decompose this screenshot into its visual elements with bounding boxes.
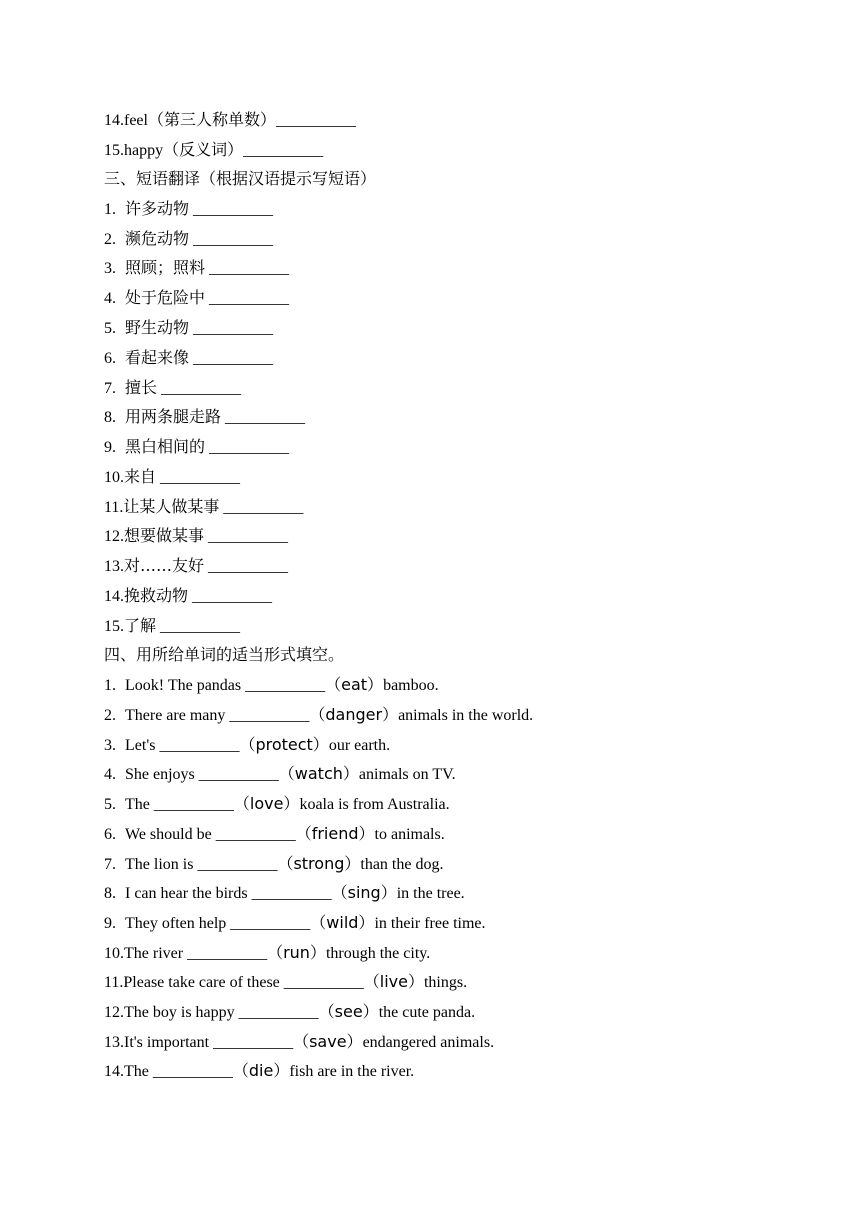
fill-item-14 bbox=[104, 1056, 414, 1086]
phrase-item-5 bbox=[104, 313, 273, 343]
phrase-item-10 bbox=[104, 462, 240, 492]
sentence-start: They often help bbox=[125, 915, 227, 932]
item-text: 让某人做某事 bbox=[123, 497, 220, 516]
answer-blank[interactable]: __________ bbox=[187, 945, 268, 962]
item-word: happy bbox=[124, 142, 164, 159]
answer-blank[interactable]: __________ bbox=[193, 231, 274, 248]
item-number: 13. bbox=[104, 1034, 124, 1051]
item-number: 9. bbox=[104, 439, 116, 456]
sentence-start: Let's bbox=[125, 737, 156, 754]
phrase-item-13 bbox=[104, 551, 288, 581]
answer-blank[interactable]: __________ bbox=[209, 260, 290, 277]
item-number: 2. bbox=[104, 707, 116, 724]
answer-blank[interactable]: __________ bbox=[152, 1063, 233, 1080]
item-number: 3. bbox=[104, 260, 116, 277]
item-number: 4. bbox=[104, 290, 116, 307]
answer-blank[interactable]: __________ bbox=[215, 826, 296, 843]
answer-blank[interactable]: __________ bbox=[276, 112, 356, 129]
answer-blank[interactable]: __________ bbox=[160, 618, 241, 635]
word-hint: （watch） bbox=[278, 764, 359, 783]
phrase-item-6 bbox=[104, 343, 273, 373]
fill-item-13 bbox=[104, 1027, 494, 1057]
word-hint: （run） bbox=[267, 943, 326, 962]
fill-item-6 bbox=[104, 819, 445, 849]
item-number: 6. bbox=[104, 826, 116, 843]
answer-blank[interactable]: __________ bbox=[193, 320, 274, 337]
item-number: 1. bbox=[104, 677, 116, 694]
sentence-start: The river bbox=[124, 945, 184, 962]
word-hint: （sing） bbox=[331, 883, 397, 902]
fill-item-3 bbox=[104, 730, 390, 760]
answer-blank[interactable]: __________ bbox=[229, 707, 310, 724]
answer-blank[interactable]: __________ bbox=[208, 558, 289, 575]
item-text: 野生动物 bbox=[125, 318, 190, 337]
item-number: 12. bbox=[104, 1004, 124, 1021]
item-text: 用两条腿走路 bbox=[125, 407, 222, 426]
word-hint: （save） bbox=[293, 1032, 363, 1051]
sentence-start: The boy is happy bbox=[124, 1004, 235, 1021]
word-hint: （live） bbox=[363, 972, 424, 991]
phrase-item-1 bbox=[104, 194, 273, 224]
word-form-item-15 bbox=[104, 135, 323, 165]
item-word: feel bbox=[124, 112, 148, 129]
phrase-item-3 bbox=[104, 253, 289, 283]
sentence-start: It's important bbox=[124, 1034, 210, 1051]
answer-blank[interactable]: __________ bbox=[243, 142, 324, 159]
sentence-start: Look! The pandas bbox=[125, 677, 242, 694]
item-text: 了解 bbox=[124, 616, 157, 635]
fill-item-11 bbox=[104, 967, 467, 997]
sentence-start: We should be bbox=[125, 826, 212, 843]
item-text: 对……友好 bbox=[124, 556, 205, 575]
item-number: 14. bbox=[104, 588, 124, 605]
answer-blank[interactable]: __________ bbox=[192, 588, 273, 605]
item-number: 5. bbox=[104, 320, 116, 337]
item-number: 8. bbox=[104, 885, 116, 902]
word-hint: （die） bbox=[232, 1061, 290, 1080]
answer-blank[interactable]: __________ bbox=[193, 201, 274, 218]
item-number: 3. bbox=[104, 737, 116, 754]
item-number: 7. bbox=[104, 856, 116, 873]
item-text: 擅长 bbox=[125, 378, 158, 397]
sentence-end: than the dog. bbox=[360, 856, 444, 873]
item-text: 挽救动物 bbox=[124, 586, 189, 605]
word-hint: （wild） bbox=[310, 913, 375, 932]
sentence-end: to animals. bbox=[374, 826, 445, 843]
word-hint: （protect） bbox=[239, 735, 329, 754]
item-number: 11. bbox=[104, 974, 124, 991]
answer-blank[interactable]: __________ bbox=[283, 974, 364, 991]
answer-blank[interactable]: __________ bbox=[198, 766, 279, 783]
phrase-item-14 bbox=[104, 581, 272, 611]
answer-blank[interactable]: __________ bbox=[160, 469, 241, 486]
word-hint: （eat） bbox=[325, 675, 384, 694]
phrase-item-4 bbox=[104, 283, 289, 313]
item-text: 黑白相间的 bbox=[125, 437, 206, 456]
item-number: 4. bbox=[104, 766, 116, 783]
item-number: 11. bbox=[104, 499, 124, 516]
fill-item-8 bbox=[104, 878, 465, 908]
phrase-item-2 bbox=[104, 224, 273, 254]
item-number: 15. bbox=[104, 142, 124, 159]
fill-item-5 bbox=[104, 789, 450, 819]
sentence-end: in their free time. bbox=[374, 915, 486, 932]
fill-item-1 bbox=[104, 670, 439, 700]
item-text: 看起来像 bbox=[125, 348, 190, 367]
item-note: （第三人称单数） bbox=[147, 110, 276, 129]
phrase-item-9 bbox=[104, 432, 289, 462]
answer-blank[interactable]: __________ bbox=[208, 528, 289, 545]
item-number: 13. bbox=[104, 558, 124, 575]
item-number: 7. bbox=[104, 380, 116, 397]
sentence-end: through the city. bbox=[325, 945, 431, 962]
item-number: 5. bbox=[104, 796, 116, 813]
sentence-end: koala is from Australia. bbox=[299, 796, 450, 813]
answer-blank[interactable]: __________ bbox=[230, 915, 311, 932]
fill-item-12 bbox=[104, 997, 475, 1027]
item-number: 2. bbox=[104, 231, 116, 248]
item-number: 6. bbox=[104, 350, 116, 367]
word-hint: （friend） bbox=[295, 824, 375, 843]
section-4-heading: 四、用所给单词的适当形式填空。 bbox=[104, 645, 345, 664]
item-number: 10. bbox=[104, 469, 124, 486]
fill-item-2 bbox=[104, 700, 533, 730]
word-hint: （love） bbox=[233, 794, 300, 813]
item-number: 8. bbox=[104, 409, 116, 426]
answer-blank[interactable]: __________ bbox=[153, 796, 234, 813]
item-note: （反义词） bbox=[163, 140, 244, 159]
fill-item-10 bbox=[104, 938, 430, 968]
answer-blank[interactable]: __________ bbox=[245, 677, 326, 694]
sentence-end: animals in the world. bbox=[398, 707, 534, 724]
answer-blank[interactable]: __________ bbox=[159, 737, 240, 754]
word-hint: （see） bbox=[318, 1002, 379, 1021]
sentence-end: animals on TV. bbox=[358, 766, 456, 783]
sentence-end: things. bbox=[423, 974, 468, 991]
phrase-item-11 bbox=[104, 492, 303, 522]
sentence-end: endangered animals. bbox=[362, 1034, 495, 1051]
item-number: 14. bbox=[104, 1063, 124, 1080]
answer-blank[interactable]: __________ bbox=[225, 409, 306, 426]
item-text: 照顾；照料 bbox=[125, 258, 206, 277]
item-number: 15. bbox=[104, 618, 124, 635]
answer-blank[interactable]: __________ bbox=[223, 499, 304, 516]
sentence-start: She enjoys bbox=[125, 766, 195, 783]
answer-blank[interactable]: __________ bbox=[238, 1004, 319, 1021]
phrase-item-8 bbox=[104, 402, 305, 432]
section-3-heading: 三、短语翻译（根据汉语提示写短语） bbox=[104, 169, 377, 188]
answer-blank[interactable]: __________ bbox=[213, 1034, 294, 1051]
sentence-end: bamboo. bbox=[383, 677, 439, 694]
sentence-end: our earth. bbox=[328, 737, 391, 754]
sentence-start: The lion is bbox=[125, 856, 194, 873]
sentence-start: I can hear the birds bbox=[125, 885, 248, 902]
phrase-item-15 bbox=[104, 611, 240, 641]
fill-item-9 bbox=[104, 908, 486, 938]
item-text: 处于危险中 bbox=[125, 288, 206, 307]
item-number: 9. bbox=[104, 915, 116, 932]
answer-blank[interactable]: __________ bbox=[209, 290, 290, 307]
item-number: 14. bbox=[104, 112, 124, 129]
word-hint: （danger） bbox=[309, 705, 399, 724]
item-text: 来自 bbox=[124, 467, 157, 486]
answer-blank[interactable]: __________ bbox=[193, 350, 274, 367]
sentence-end: in the tree. bbox=[396, 885, 465, 902]
phrase-item-12 bbox=[104, 521, 288, 551]
sentence-start: Please take care of these bbox=[123, 974, 280, 991]
item-number: 1. bbox=[104, 201, 116, 218]
item-number: 12. bbox=[104, 528, 124, 545]
answer-blank[interactable]: __________ bbox=[251, 885, 332, 902]
sentence-start: The bbox=[124, 1063, 149, 1080]
sentence-end: the cute panda. bbox=[378, 1004, 476, 1021]
item-number: 10. bbox=[104, 945, 124, 962]
sentence-end: fish are in the river. bbox=[289, 1063, 415, 1080]
word-hint: （strong） bbox=[277, 854, 361, 873]
answer-blank[interactable]: __________ bbox=[161, 380, 242, 397]
answer-blank[interactable]: __________ bbox=[197, 856, 278, 873]
fill-item-4 bbox=[104, 759, 456, 789]
item-text: 想要做某事 bbox=[124, 526, 205, 545]
sentence-start: The bbox=[125, 796, 150, 813]
item-text: 许多动物 bbox=[125, 199, 190, 218]
word-form-item-14 bbox=[104, 105, 356, 135]
answer-blank[interactable]: __________ bbox=[209, 439, 290, 456]
phrase-item-7 bbox=[104, 373, 241, 403]
fill-item-7 bbox=[104, 849, 443, 879]
sentence-start: There are many bbox=[125, 707, 226, 724]
item-text: 濒危动物 bbox=[125, 229, 190, 248]
